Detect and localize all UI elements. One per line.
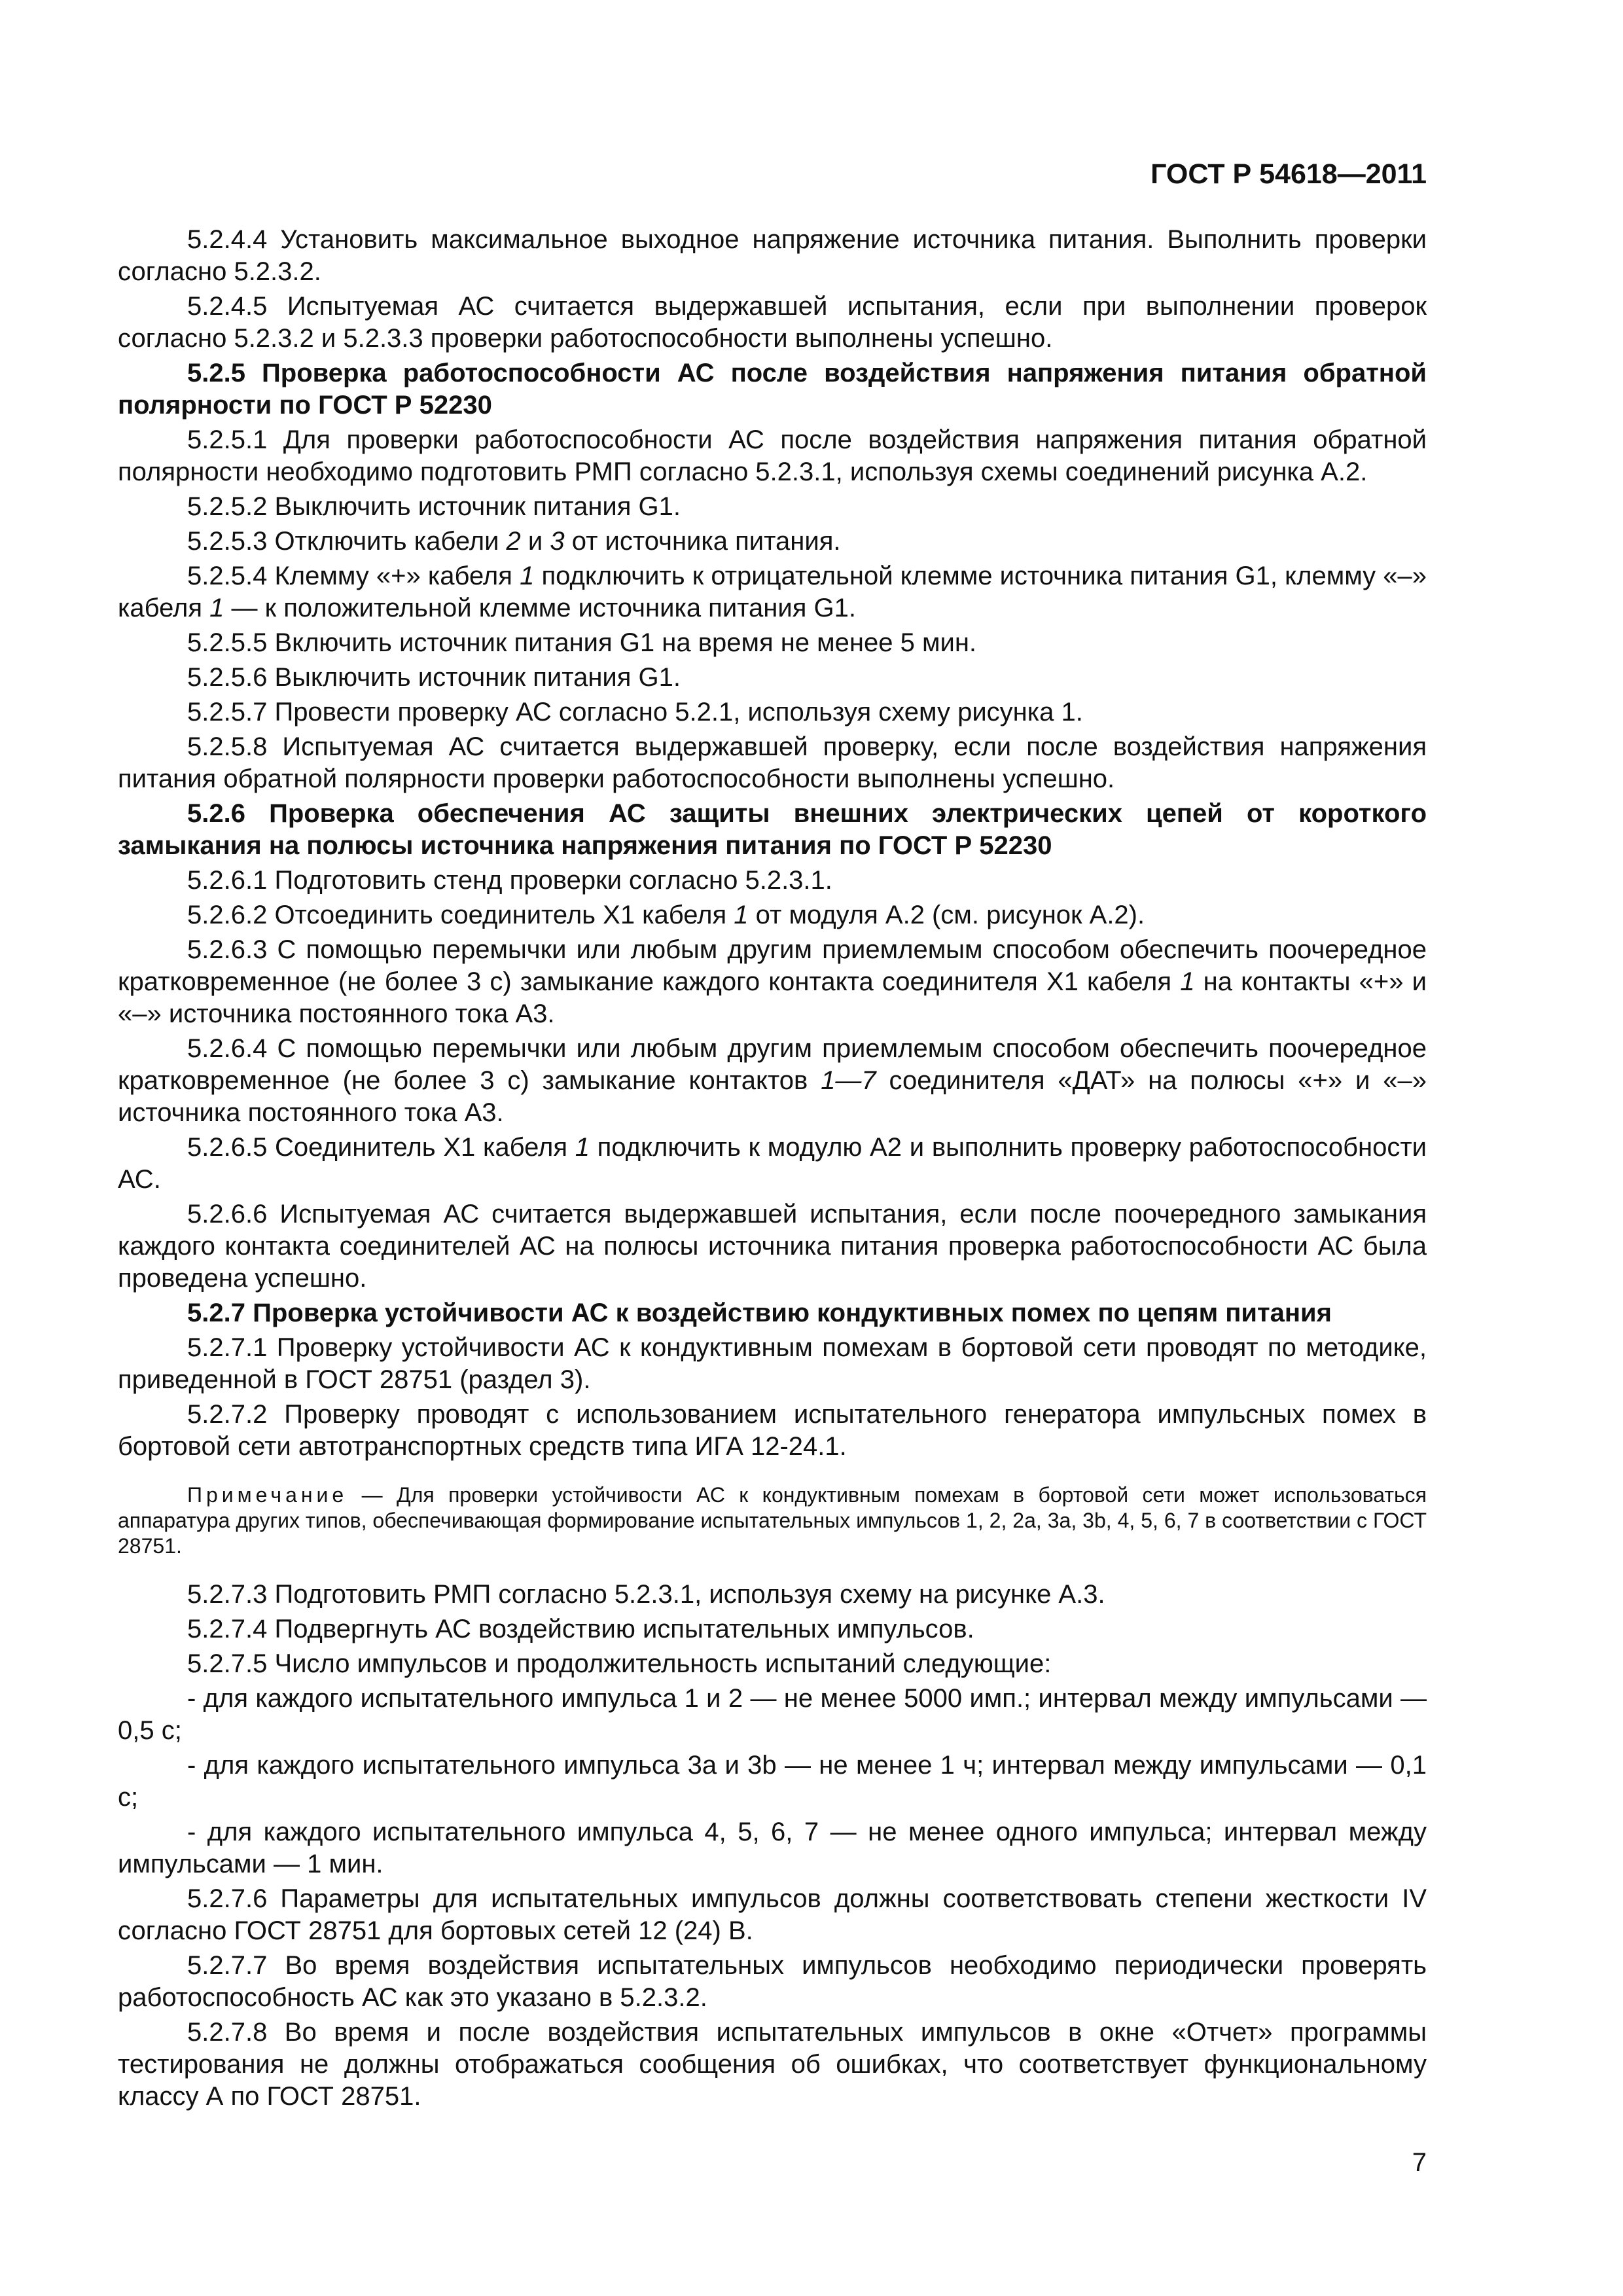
paragraph-5-2-6-1: 5.2.6.1 Подготовить стенд проверки согласно 5.2.3.1.: [187, 866, 832, 895]
paragraph-5-2-7-8: 5.2.7.8 Во время и после воздействия испытательных импульсов в окне «Отчет» программы тестирования не должны отображаться сообщения об ошибках, что соответствует функциональному классу А по ГОСТ 28751.: [118, 2018, 1427, 2111]
paragraph-5-2-5-2: 5.2.5.2 Выключить источник питания G1.: [187, 492, 681, 521]
paragraph-5-2-5-5: 5.2.5.5 Включить источник питания G1 на время не менее 5 мин.: [187, 628, 977, 657]
paragraph-5-2-5-1: 5.2.5.1 Для проверки работоспособности АС после воздействия напряжения питания обратной полярности необходимо подготовить РМП согласно 5.2.3.1, используя схемы соединений рисунка А.2.: [118, 425, 1427, 486]
paragraph-5-2-6-2: 5.2.6.2 Отсоединить соединитель Х1 кабеля 1 от модуля А.2 (см. рисунок А.2).: [187, 901, 1145, 929]
paragraph-5-2-7-6: 5.2.7.6 Параметры для испытательных импульсов должны соответствовать степени жесткости IV согласно ГОСТ 28751 для бортовых сетей 12 (24) В.: [118, 1884, 1427, 1945]
paragraph-5-2-5-4: 5.2.5.4 Клемму «+» кабеля 1 подключить к отрицательной клемме источника питания G1, клемму «–» кабеля 1 — к положительной клемме источника питания G1.: [118, 562, 1427, 622]
list-item: - для каждого испытательного импульса 1 и 2 — не менее 5000 имп.; интервал между импульсами — 0,5 с;: [118, 1684, 1427, 1745]
paragraph-5-2-5-3: 5.2.5.3 Отключить кабели 2 и 3 от источника питания.: [187, 527, 841, 556]
paragraph-5-2-7-3: 5.2.7.3 Подготовить РМП согласно 5.2.3.1, используя схему на рисунке А.3.: [187, 1580, 1105, 1609]
paragraph-5-2-4-4: 5.2.4.4 Установить максимальное выходное напряжение источника питания. Выполнить проверки согласно 5.2.3.2.: [118, 225, 1427, 286]
note-text: — Для проверки устойчивости АС к кондуктивным помехам в бортовой сети может использоваться аппаратура других типов, обеспечивающая формирование испытательных импульсов 1, 2, 2а, 3а, 3b, 4, 5, 6, 7 в соответствии с ГОСТ 28751.: [118, 1483, 1427, 1558]
note-label: Примечание: [187, 1483, 348, 1507]
paragraph-5-2-7-5: 5.2.7.5 Число импульсов и продолжительность испытаний следующие:: [187, 1649, 1052, 1678]
paragraph-5-2-5-8: 5.2.5.8 Испытуемая АС считается выдержавшей проверку, если после воздействия напряжения питания обратной полярности проверки работоспособности выполнены успешно.: [118, 732, 1427, 793]
paragraph-5-2-7-7: 5.2.7.7 Во время воздействия испытательных импульсов необходимо периодически проверять работоспособность АС как это указано в 5.2.3.2.: [118, 1951, 1427, 2012]
heading-5-2-6: 5.2.6 Проверка обеспечения АС защиты внешних электрических цепей от короткого замыкания на полюсы источника напряжения питания по ГОСТ Р 52230: [118, 799, 1427, 860]
list-item: - для каждого испытательного импульса 3а и 3b — не менее 1 ч; интервал между импульсами — 0,1 с;: [118, 1751, 1427, 1812]
paragraph-5-2-6-6: 5.2.6.6 Испытуемая АС считается выдержавшей испытания, если после поочередного замыкания каждого контакта соединителей АС на полюсы источника питания проверка работоспособности АС была проведена успешно.: [118, 1200, 1427, 1293]
heading-5-2-7: 5.2.7 Проверка устойчивости АС к воздействию кондуктивных помех по цепям питания: [187, 1299, 1332, 1327]
list-item: - для каждого испытательного импульса 4, 5, 6, 7 — не менее одного импульса; интервал между импульсами — 1 мин.: [118, 1818, 1427, 1878]
paragraph-5-2-6-3: 5.2.6.3 С помощью перемычки или любым другим приемлемым способом обеспечить поочередное кратковременное (не более 3 с) замыкание каждого контакта соединителя Х1 кабеля 1 на контакты «+» и «–» источника постоянного тока А3.: [118, 935, 1427, 1028]
paragraph-5-2-6-4: 5.2.6.4 С помощью перемычки или любым другим приемлемым способом обеспечить поочередное кратковременное (не более 3 с) замыкание контактов 1—7 соединителя «ДАТ» на полюсы «+» и «–» источника постоянного тока А3.: [118, 1034, 1427, 1127]
heading-5-2-5: 5.2.5 Проверка работоспособности АС после воздействия напряжения питания обратной полярности по ГОСТ Р 52230: [118, 359, 1427, 420]
paragraph-5-2-7-4: 5.2.7.4 Подвергнуть АС воздействию испытательных импульсов.: [187, 1615, 974, 1643]
document-code-header: ГОСТ Р 54618—2011: [1150, 158, 1427, 190]
paragraph-5-2-5-6: 5.2.5.6 Выключить источник питания G1.: [187, 663, 681, 692]
page-number: 7: [1412, 2148, 1427, 2177]
paragraph-5-2-7-1: 5.2.7.1 Проверку устойчивости АС к кондуктивным помехам в бортовой сети проводят по методике, приведенной в ГОСТ 28751 (раздел 3).: [118, 1333, 1427, 1394]
paragraph-5-2-5-7: 5.2.5.7 Провести проверку АС согласно 5.2.1, используя схему рисунка 1.: [187, 698, 1083, 726]
paragraph-5-2-7-2: 5.2.7.2 Проверку проводят с использованием испытательного генератора импульсных помех в бортовой сети автотранспортных средств типа ИГА 12-24.1.: [118, 1400, 1427, 1461]
paragraph-5-2-6-5: 5.2.6.5 Соединитель Х1 кабеля 1 подключить к модулю А2 и выполнить проверку работоспособности АС.: [118, 1133, 1427, 1194]
document-page: [118, 157, 1427, 2225]
note: [118, 1482, 1427, 1559]
paragraph-5-2-4-5: 5.2.4.5 Испытуемая АС считается выдержавшей испытания, если при выполнении проверок согласно 5.2.3.2 и 5.2.3.3 проверки работоспособности выполнены успешно.: [118, 292, 1427, 353]
